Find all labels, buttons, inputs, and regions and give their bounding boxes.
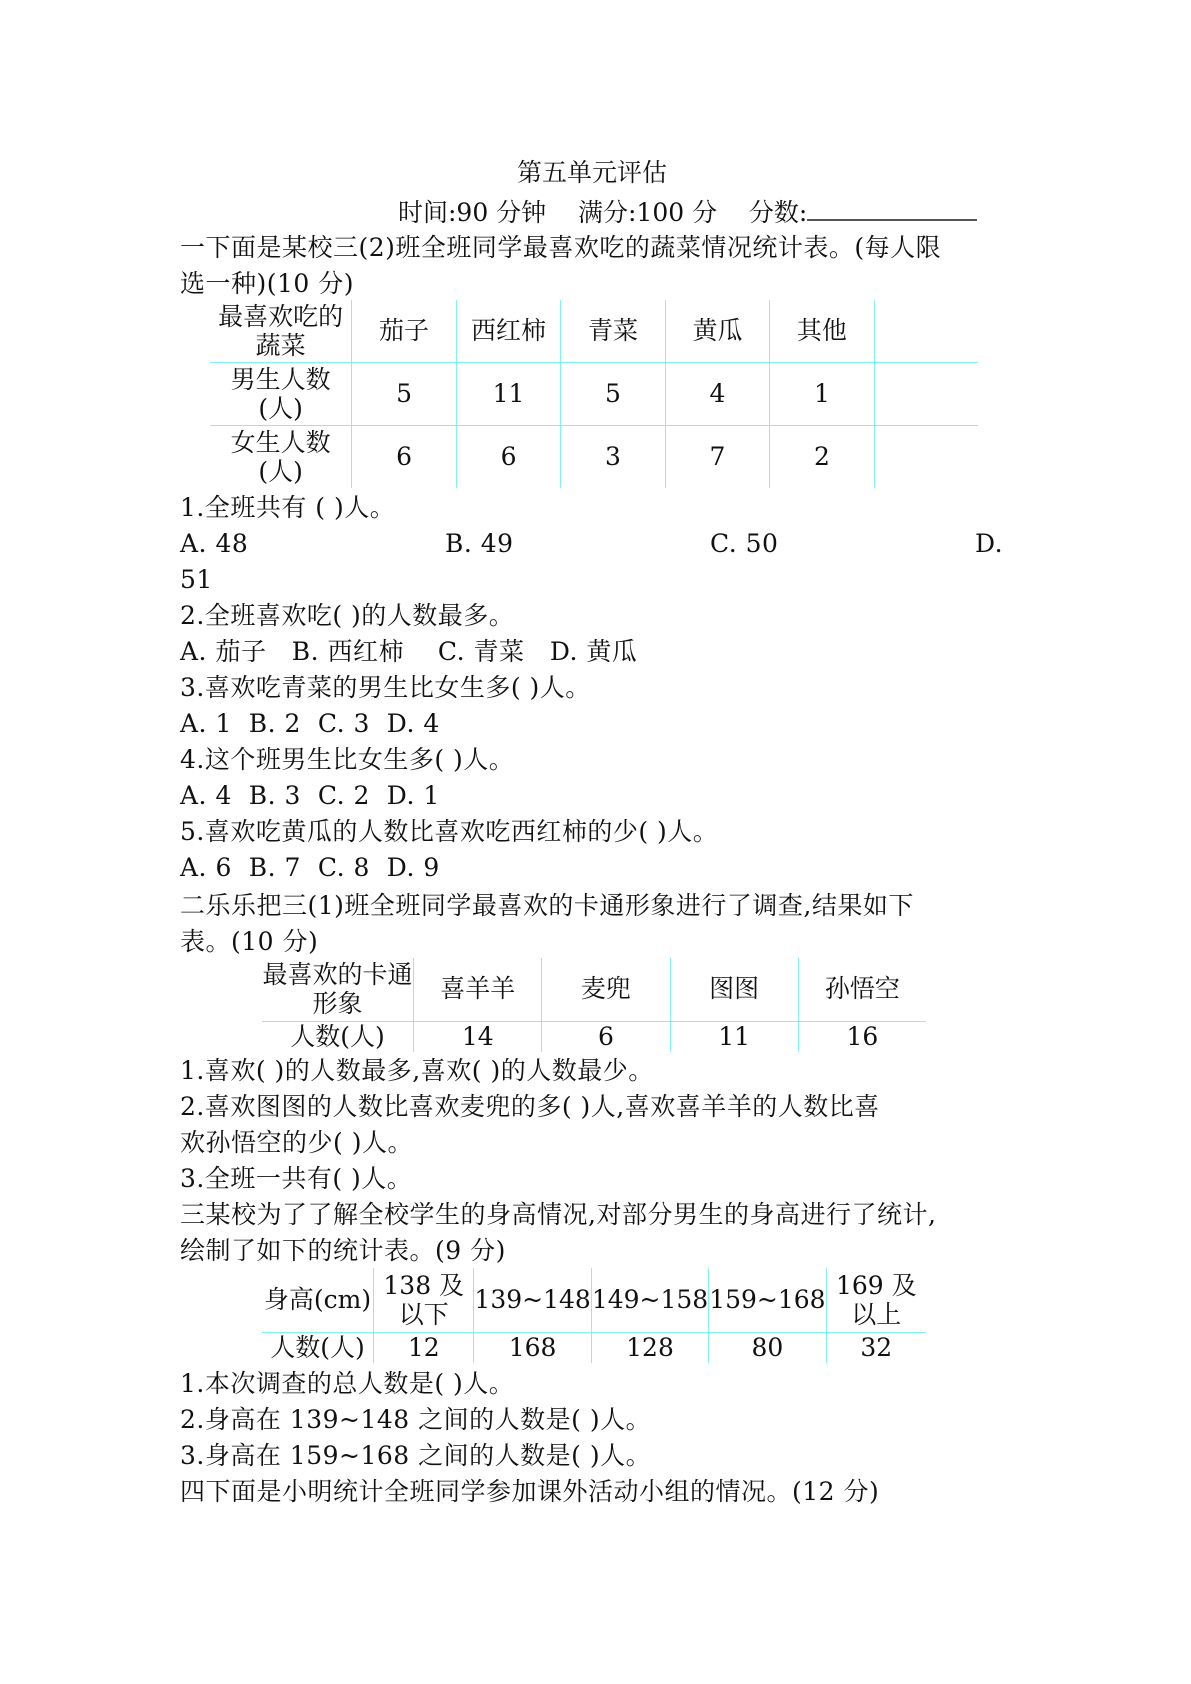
question-1-2-options <box>180 634 637 670</box>
question-1-3-options <box>180 706 440 742</box>
table-cell: 7 <box>665 425 769 488</box>
exam-info <box>398 193 977 231</box>
option-d[interactable]: D. 黄瓜 <box>549 637 638 666</box>
table-cell: 16 <box>798 1021 926 1052</box>
option-a[interactable]: A. 48 <box>180 529 249 558</box>
question-1-5: 5.喜欢吃黄瓜的人数比喜欢吃西红柿的少( )人。 <box>180 817 719 846</box>
option-d[interactable]: D. <box>975 529 1004 558</box>
table-row <box>262 1021 926 1052</box>
question-2-2-wrap: 欢孙悟空的少( )人。 <box>180 1128 413 1157</box>
question-1-1: 1.全班共有 ( )人。 <box>180 493 396 522</box>
exam-full-score: 满分:100 分 <box>577 198 718 227</box>
section3-intro-1: 三某校为了了解全校学生的身高情况,对部分男生的身高进行了统计, <box>180 1200 937 1229</box>
table-header-cell: 喜羊羊 <box>414 958 542 1021</box>
section3-intro-2: 绘制了如下的统计表。(9 分) <box>180 1236 506 1265</box>
option-c[interactable]: C. 50 <box>710 529 779 558</box>
row-label: 人数(人) <box>262 1332 374 1363</box>
question-1-4: 4.这个班男生比女生多( )人。 <box>180 745 515 774</box>
row-label: 男生人数(人) <box>210 362 352 425</box>
table-header-cell: 其他 <box>770 300 874 362</box>
section1-intro-1: 一下面是某校三(2)班全班同学最喜欢吃的蔬菜情况统计表。(每人限 <box>180 233 942 262</box>
vegetable-table <box>210 300 978 488</box>
row-label: 女生人数(人) <box>210 425 352 488</box>
question-3-3: 3.身高在 159~168 之间的人数是( )人。 <box>180 1441 652 1470</box>
table-header-cell: 139~148 <box>474 1268 591 1332</box>
table-header-cell: 159~168 <box>709 1268 826 1332</box>
table-header-cell: 青菜 <box>561 300 665 362</box>
question-1-4-options <box>180 778 440 814</box>
section2-intro-2: 表。(10 分) <box>180 927 319 956</box>
table-header-cell: 图图 <box>670 958 798 1021</box>
table-row <box>210 362 978 425</box>
table-cell: 5 <box>352 362 456 425</box>
exam-time: 时间:90 分钟 <box>398 198 547 227</box>
table-cell: 12 <box>374 1332 474 1363</box>
height-table <box>262 1268 926 1363</box>
table-cell: 2 <box>770 425 874 488</box>
table-header-cell: 黄瓜 <box>665 300 769 362</box>
option-c[interactable]: C. 青菜 <box>437 637 525 666</box>
table-cell <box>874 362 978 425</box>
table-cell: 4 <box>665 362 769 425</box>
table-cell <box>874 425 978 488</box>
section1-intro-2: 选一种)(10 分) <box>180 269 355 298</box>
table-cell: 5 <box>561 362 665 425</box>
option-a[interactable]: A. 4 <box>180 781 232 810</box>
score-blank[interactable] <box>807 193 977 221</box>
table-row <box>262 1332 926 1363</box>
table-header-cell: 138 及以下 <box>374 1268 474 1332</box>
score-label: 分数: <box>748 198 808 227</box>
option-c[interactable]: C. 3 <box>317 709 370 738</box>
table-cell: 80 <box>709 1332 826 1363</box>
table-cell: 6 <box>542 1021 670 1052</box>
table-header-cell: 西红柿 <box>456 300 561 362</box>
question-2-1: 1.喜欢( )的人数最多,喜欢( )的人数最少。 <box>180 1056 654 1085</box>
section4-intro: 四下面是小明统计全班同学参加课外活动小组的情况。(12 分) <box>180 1477 880 1506</box>
table-header-cell: 孙悟空 <box>798 958 926 1021</box>
question-2-2: 2.喜欢图图的人数比喜欢麦兜的多( )人,喜欢喜羊羊的人数比喜 <box>180 1092 880 1121</box>
table-cell: 1 <box>770 362 874 425</box>
table-cell: 168 <box>474 1332 591 1363</box>
question-3-2: 2.身高在 139~148 之间的人数是( )人。 <box>180 1405 652 1434</box>
table-cell: 14 <box>414 1021 542 1052</box>
cartoon-table <box>262 958 926 1052</box>
table-header-cell: 麦兜 <box>542 958 670 1021</box>
table-header-cell: 149~158 <box>591 1268 708 1332</box>
table-cell: 6 <box>352 425 456 488</box>
option-d[interactable]: D. 9 <box>386 853 440 882</box>
option-b[interactable]: B. 西红柿 <box>291 637 405 666</box>
table-header-cell: 169 及以上 <box>826 1268 926 1332</box>
table-header-cell: 茄子 <box>352 300 456 362</box>
option-d[interactable]: D. 1 <box>386 781 440 810</box>
table-header-cell <box>874 300 978 362</box>
option-c[interactable]: C. 8 <box>317 853 370 882</box>
table-header-cell: 最喜欢吃的蔬菜 <box>210 300 352 362</box>
option-d[interactable]: D. 4 <box>386 709 440 738</box>
option-c[interactable]: C. 2 <box>317 781 370 810</box>
page-title: 第五单元评估 <box>517 158 668 187</box>
table-cell: 11 <box>670 1021 798 1052</box>
question-2-3: 3.全班一共有( )人。 <box>180 1164 413 1193</box>
option-a[interactable]: A. 茄子 <box>180 637 267 666</box>
question-1-5-options <box>180 850 440 886</box>
table-cell: 11 <box>456 362 561 425</box>
table-row <box>210 425 978 488</box>
table-cell: 128 <box>591 1332 708 1363</box>
question-1-2: 2.全班喜欢吃( )的人数最多。 <box>180 601 515 630</box>
row-label: 人数(人) <box>262 1021 414 1052</box>
option-a[interactable]: A. 6 <box>180 853 232 882</box>
question-1-1-wrap: 51 <box>180 565 213 594</box>
question-3-1: 1.本次调查的总人数是( )人。 <box>180 1369 515 1398</box>
section2-intro-1: 二乐乐把三(1)班全班同学最喜欢的卡通形象进行了调查,结果如下 <box>180 891 914 920</box>
option-a[interactable]: A. 1 <box>180 709 232 738</box>
option-b[interactable]: B. 3 <box>248 781 301 810</box>
option-b[interactable]: B. 7 <box>248 853 301 882</box>
table-header-cell: 身高(cm) <box>262 1268 374 1332</box>
option-b[interactable]: B. 49 <box>445 529 514 558</box>
option-b[interactable]: B. 2 <box>248 709 301 738</box>
table-header-cell: 最喜欢的卡通形象 <box>262 958 414 1021</box>
table-cell: 3 <box>561 425 665 488</box>
table-cell: 32 <box>826 1332 926 1363</box>
question-1-3: 3.喜欢吃青菜的男生比女生多( )人。 <box>180 673 591 702</box>
table-cell: 6 <box>456 425 561 488</box>
